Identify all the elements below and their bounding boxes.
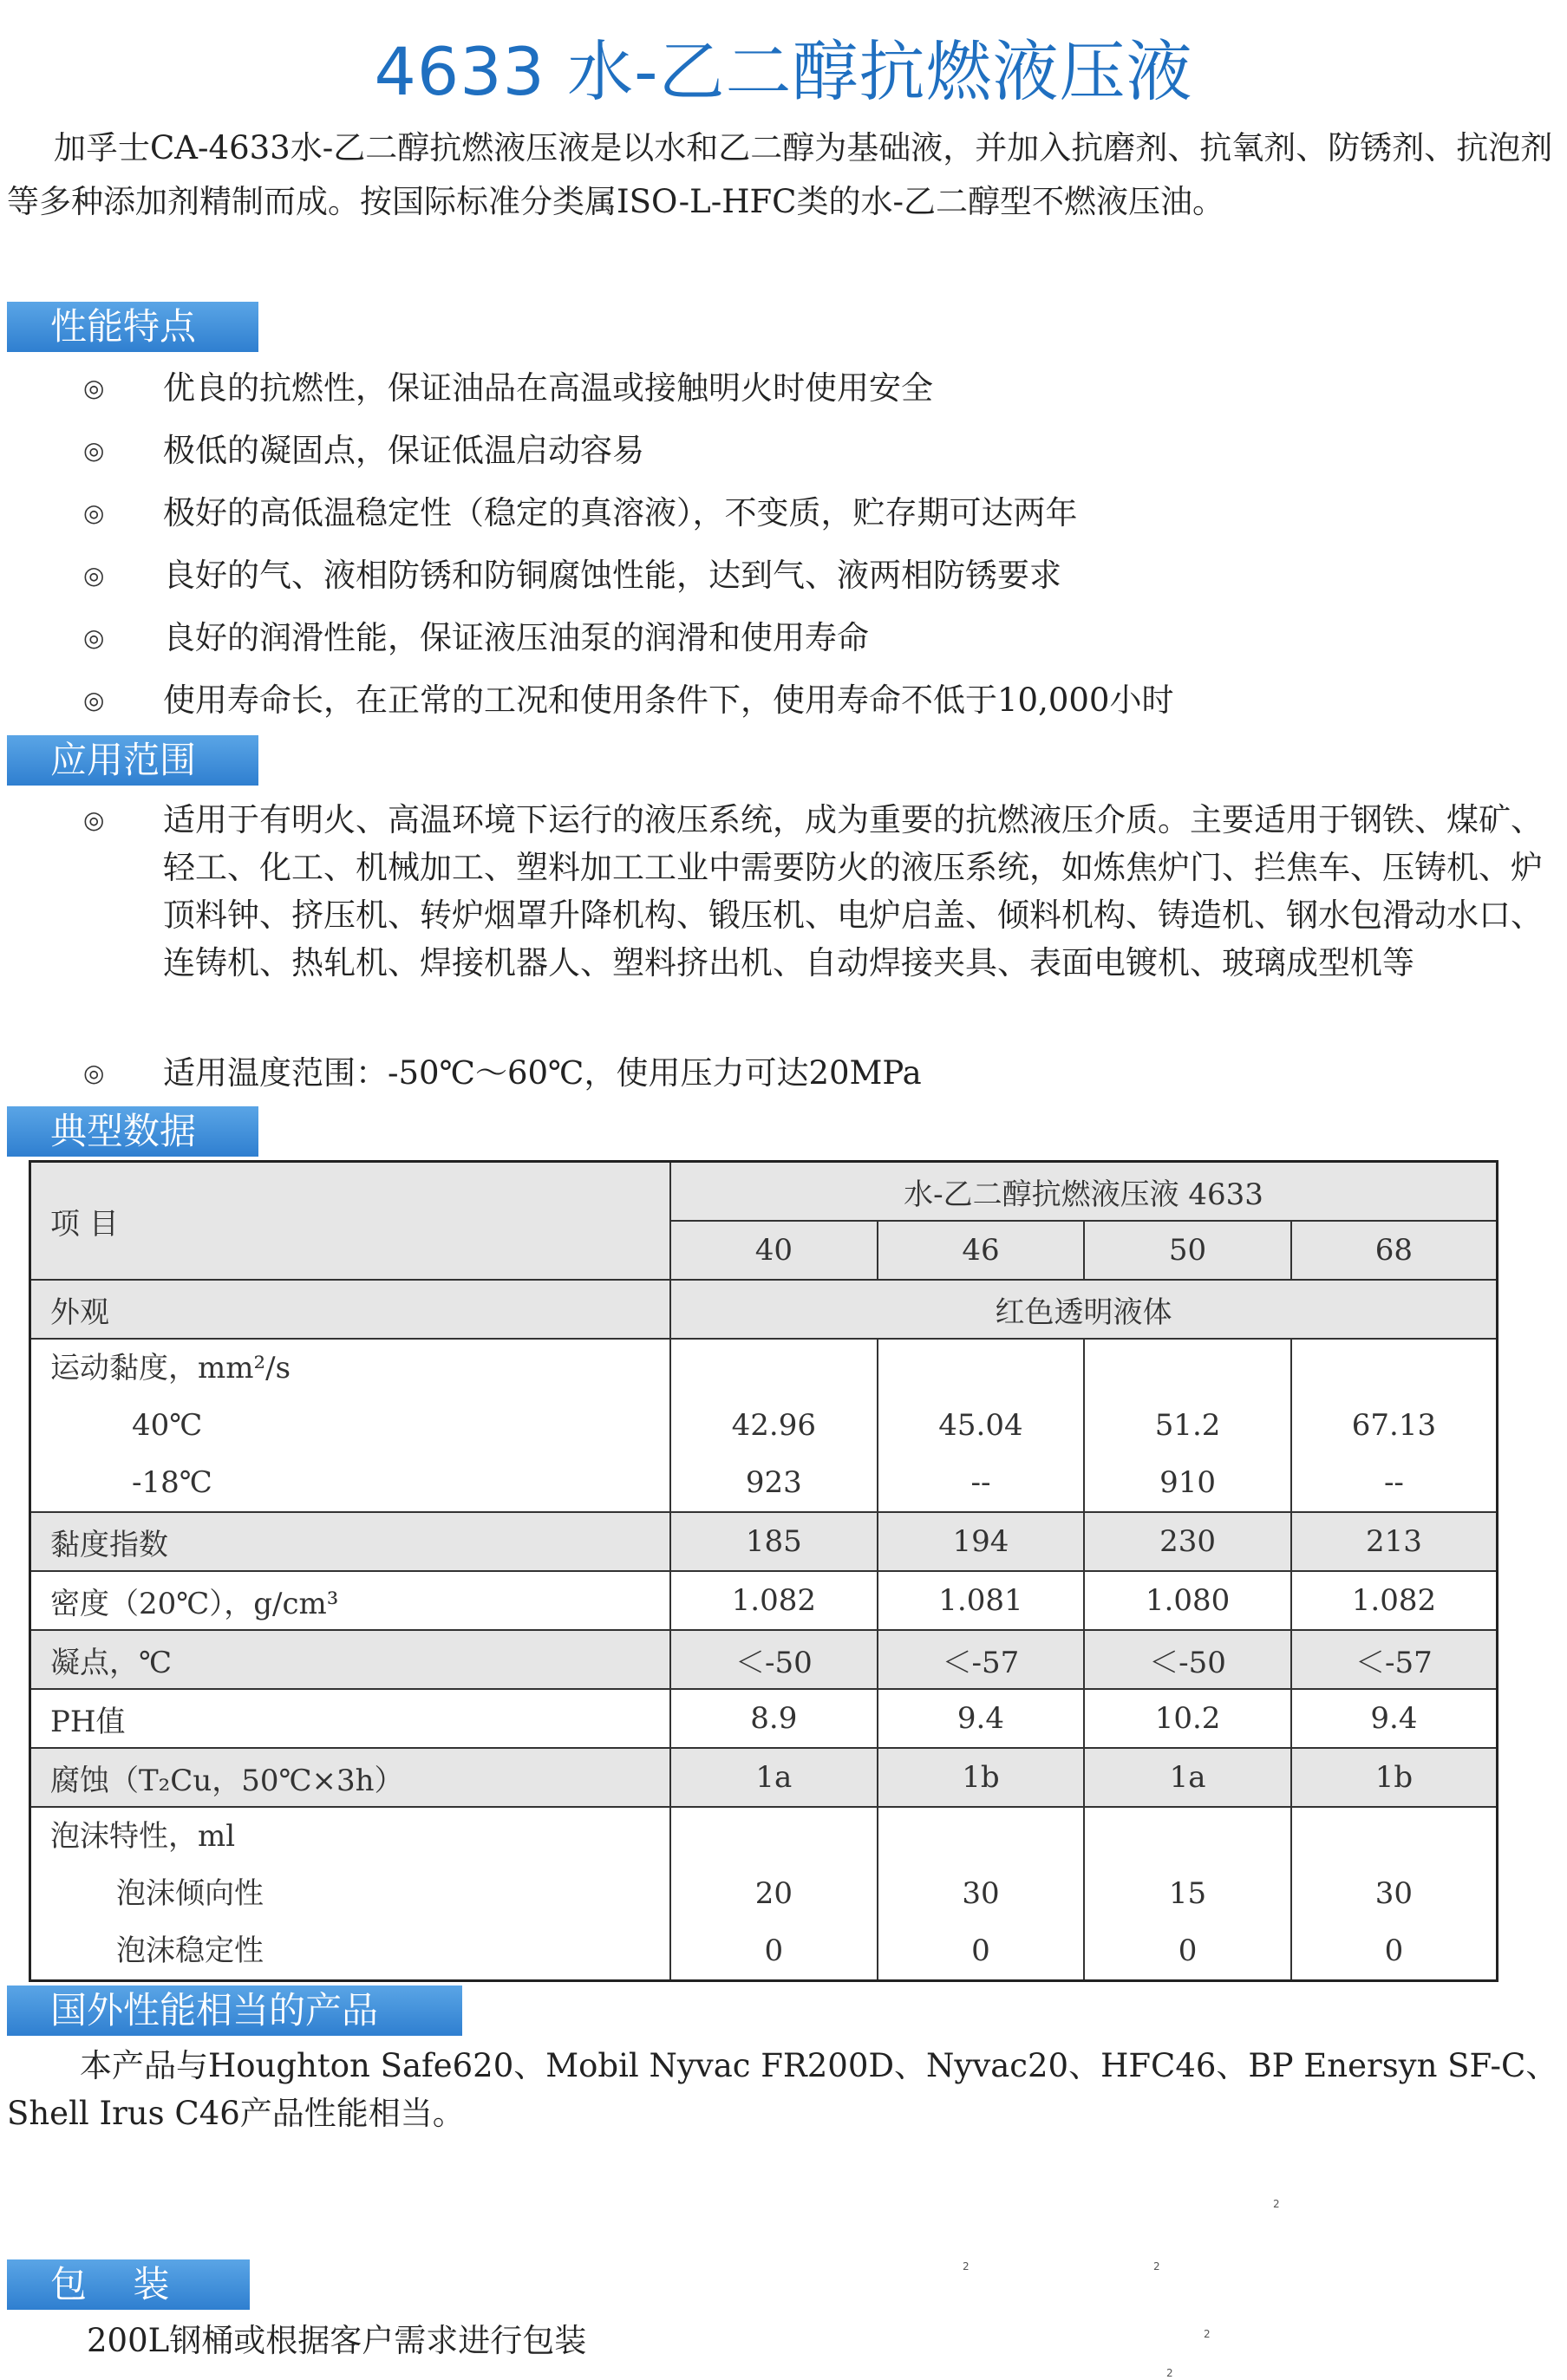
row-sublabel: 泡沫倾向性 [116,1876,264,1911]
list-item: ◎ 极低的凝固点，保证低温启动容易 [0,420,1567,482]
list-item: ◎ 良好的润滑性能，保证液压油泵的润滑和使用寿命 [0,607,1567,669]
table-cell: 0 [764,1933,784,1968]
table-cell: 0 [971,1933,990,1968]
table-row [30,1630,1498,1689]
table-cell: 1.082 [1291,1571,1498,1630]
list-item: ◎ 优良的抗燃性，保证油品在高温或接触明火时使用安全 [0,357,1567,420]
equivalents-paragraph: 本产品与Houghton Safe620、Mobil Nyvac FR200D、Nyvac20、HFC46、BP Enersyn SF-C、Shell Irus C46产品性能相当。 [7,2047,1558,2132]
table-cell: 20 [754,1876,793,1911]
section-heading-packaging: 包 装 [7,2259,250,2310]
section-heading-features: 性能特点 [7,302,258,352]
stray-mark: 2 [963,2260,970,2272]
table-cell: 0 [1178,1933,1198,1968]
section-heading-application: 应用范围 [7,735,258,786]
temperature-range-line [0,1047,1567,1099]
table-cell: 15 [1168,1876,1207,1911]
bullet-icon: ◎ [83,561,105,590]
table-cell: 9.4 [1291,1689,1498,1748]
table-cell: -- [970,1465,991,1500]
table-cell: 213 [1291,1512,1498,1571]
stray-mark: 2 [1153,2260,1160,2272]
typical-data-table [29,1160,1498,1982]
grade-header: 40 [670,1221,878,1280]
table-cell: 9.4 [878,1689,1085,1748]
row-label: 腐蚀（T₂Cu，50℃×3h） [30,1748,671,1807]
table-cell: 1b [1291,1748,1498,1807]
table-cell: ＜-50 [670,1630,878,1689]
row-sublabel: 40℃ [132,1408,203,1443]
table-cell: 923 [745,1465,802,1500]
row-sublabel: 泡沫稳定性 [116,1933,264,1968]
table-cell: 10.2 [1084,1689,1291,1748]
table-cell: 1.080 [1084,1571,1291,1630]
bullet-icon: ◎ [83,499,105,527]
bullet-icon: ◎ [83,686,105,714]
bullet-icon: ◎ [83,623,105,652]
application-text: 适用于有明火、高温环境下运行的液压系统，成为重要的抗燃液压介质。主要适用于钢铁、煤矿、轻工、化工、机械加工、塑料加工工业中需要防火的液压系统，如炼焦炉门、拦焦车、压铸机、炉顶料钟、挤压机、转炉烟罩升降机构、锻压机、电炉启盖、倾料机构、铸造机、钢水包滑动水口、连铸机、热轧机、焊接机器人、塑料挤出机、自动焊接夹具、表面电镀机、玻璃成型机等 [163,801,1543,981]
feature-list [0,357,1567,732]
table-cell: 67.13 [1351,1408,1437,1443]
table-cell: 8.9 [670,1689,878,1748]
table-cell: 230 [1084,1512,1291,1571]
intro-paragraph: 加孚士CA-4633水-乙二醇抗燃液压液是以水和乙二醇为基础液，并加入抗磨剂、抗氧剂、防锈剂、抗泡剂等多种添加剂精制而成。按国际标准分类属ISO-L-HFC类的水-乙二醇型不燃液压油。 [7,129,1553,220]
table-cell: 1b [878,1748,1085,1807]
table-cell: ＜-50 [1084,1630,1291,1689]
stray-mark: 2 [1273,2198,1280,2210]
table-cell: ＜-57 [878,1630,1085,1689]
table-row [30,1162,1498,1222]
bullet-icon: ◎ [83,805,105,834]
table-row [30,1748,1498,1807]
table-row [30,1280,1498,1339]
packaging-text: 200L钢桶或根据客户需求进行包装 [87,2322,587,2359]
table-cell: 红色透明液体 [670,1280,1497,1339]
row-label: 密度（20℃），g/cm³ [30,1571,671,1630]
row-label: 外观 [30,1280,671,1339]
table-row [30,1689,1498,1748]
application-paragraph [7,796,1559,987]
stray-mark: 2 [1204,2328,1211,2340]
row-label: 黏度指数 [30,1512,671,1571]
item-header: 项 目 [30,1162,671,1281]
row-sublabel: -18℃ [132,1465,212,1500]
table-row [30,1571,1498,1630]
table-cell: 194 [878,1512,1085,1571]
section-heading-typical-data: 典型数据 [7,1106,258,1157]
table-cell: 185 [670,1512,878,1571]
table-cell: 1a [670,1748,878,1807]
row-label: 运动黏度，mm²/s [50,1351,291,1386]
table-row [30,1807,1498,1981]
bullet-icon: ◎ [83,374,105,402]
stray-mark: 2 [1166,2367,1173,2379]
row-label: PH值 [30,1689,671,1748]
table-cell: 42.96 [731,1408,816,1443]
table-cell: ＜-57 [1291,1630,1498,1689]
row-label: 凝点，℃ [30,1630,671,1689]
grade-header: 68 [1291,1221,1498,1280]
table-cell: 30 [1374,1876,1414,1911]
table-cell: 1.082 [670,1571,878,1630]
grade-header: 46 [878,1221,1085,1280]
bullet-icon: ◎ [83,1059,105,1087]
table-cell: 45.04 [938,1408,1023,1443]
list-item: ◎ 极好的高低温稳定性（稳定的真溶液），不变质，贮存期可达两年 [0,482,1567,544]
table-cell: 51.2 [1154,1408,1221,1443]
table-cell: 0 [1384,1933,1404,1968]
product-header: 水-乙二醇抗燃液压液 4633 [670,1162,1497,1222]
table-cell: 1.081 [878,1571,1085,1630]
temperature-range-text: 适用温度范围：-50℃～60℃，使用压力可达20MPa [163,1054,922,1092]
grade-header: 50 [1084,1221,1291,1280]
table-cell: -- [1383,1465,1404,1500]
table-cell: 1a [1084,1748,1291,1807]
table-cell: 30 [962,1876,1000,1911]
table-row [30,1512,1498,1571]
table-row [30,1339,1498,1512]
list-item: ◎ 良好的气、液相防锈和防铜腐蚀性能，达到气、液两相防锈要求 [0,544,1567,607]
row-label: 泡沫特性，ml [50,1819,236,1854]
section-heading-equivalents: 国外性能相当的产品 [7,1986,462,2036]
bullet-icon: ◎ [83,436,105,465]
list-item: ◎ 使用寿命长，在正常的工况和使用条件下，使用寿命不低于10,000小时 [0,669,1567,732]
page-title: 4633 水-乙二醇抗燃液压液 [374,33,1193,110]
table-cell: 910 [1159,1465,1216,1500]
